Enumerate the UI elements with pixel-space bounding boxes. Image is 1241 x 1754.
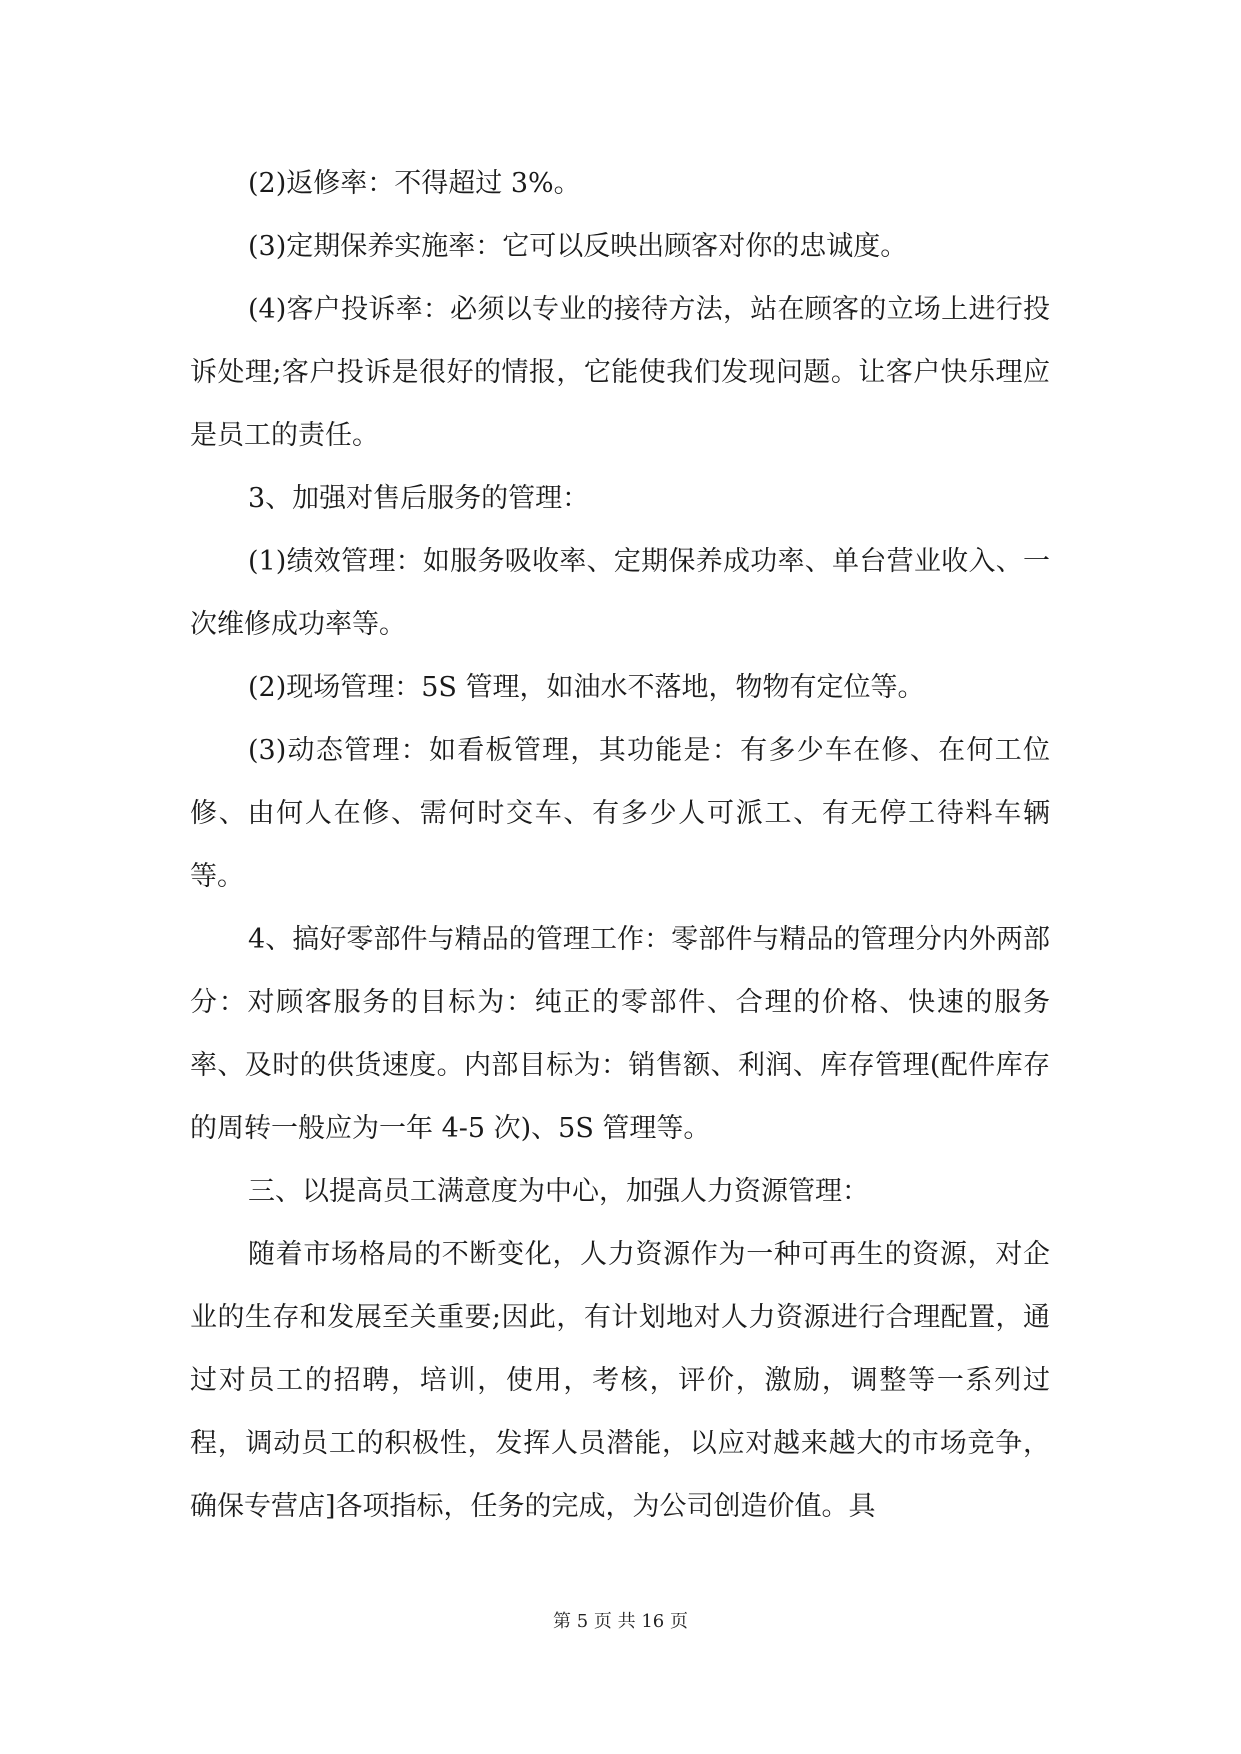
paragraph-heading-after-sales: 3、加强对售后服务的管理：	[248, 483, 590, 514]
paragraph-parts-management: 4、搞好零部件与精品的管理工作：零部件与精品的管理分内外两部分：对顾客服务的目标为：纯正的零部件、合理的价格、快速的服务率、及时的供货速度。内部目标为：销售额、利润、库存管理(配件库存的周转一般应为一年 4-5 次)、5S 管理等。	[190, 924, 1050, 1144]
page-footer: 第 5 页 共 16 页	[553, 1611, 688, 1632]
paragraph-site-management: (2)现场管理：5S 管理，如油水不落地，物物有定位等。	[248, 672, 925, 703]
paragraph-dynamic-management: (3)动态管理：如看板管理，其功能是：有多少车在修、在何工位修、由何人在修、需何时交车、有多少人可派工、有无停工待料车辆等。	[190, 735, 1050, 892]
paragraph-heading-hr: 三、以提高员工满意度为中心，加强人力资源管理：	[248, 1176, 869, 1207]
paragraph-maintenance-rate: (3)定期保养实施率：它可以反映出顾客对你的忠诚度。	[248, 231, 908, 262]
document-body	[190, 152, 1050, 1538]
paragraph-hr-body: 随着市场格局的不断变化，人力资源作为一种可再生的资源，对企业的生存和发展至关重要;因此，有计划地对人力资源进行合理配置，通过对员工的招聘，培训，使用，考核，评价，激励，调整等一系列过程，调动员工的积极性，发挥人员潜能，以应对越来越大的市场竞争，确保专营店]各项指标，任务的完成，为公司创造价值。具	[190, 1239, 1050, 1522]
paragraph-performance-management: (1)绩效管理：如服务吸收率、定期保养成功率、单台营业收入、一次维修成功率等。	[190, 546, 1050, 640]
paragraph-complaint-rate: (4)客户投诉率：必须以专业的接待方法，站在顾客的立场上进行投诉处理;客户投诉是很好的情报，它能使我们发现问题。让客户快乐理应是员工的责任。	[190, 294, 1050, 451]
paragraph-repair-rate: (2)返修率：不得超过 3%。	[248, 168, 581, 199]
